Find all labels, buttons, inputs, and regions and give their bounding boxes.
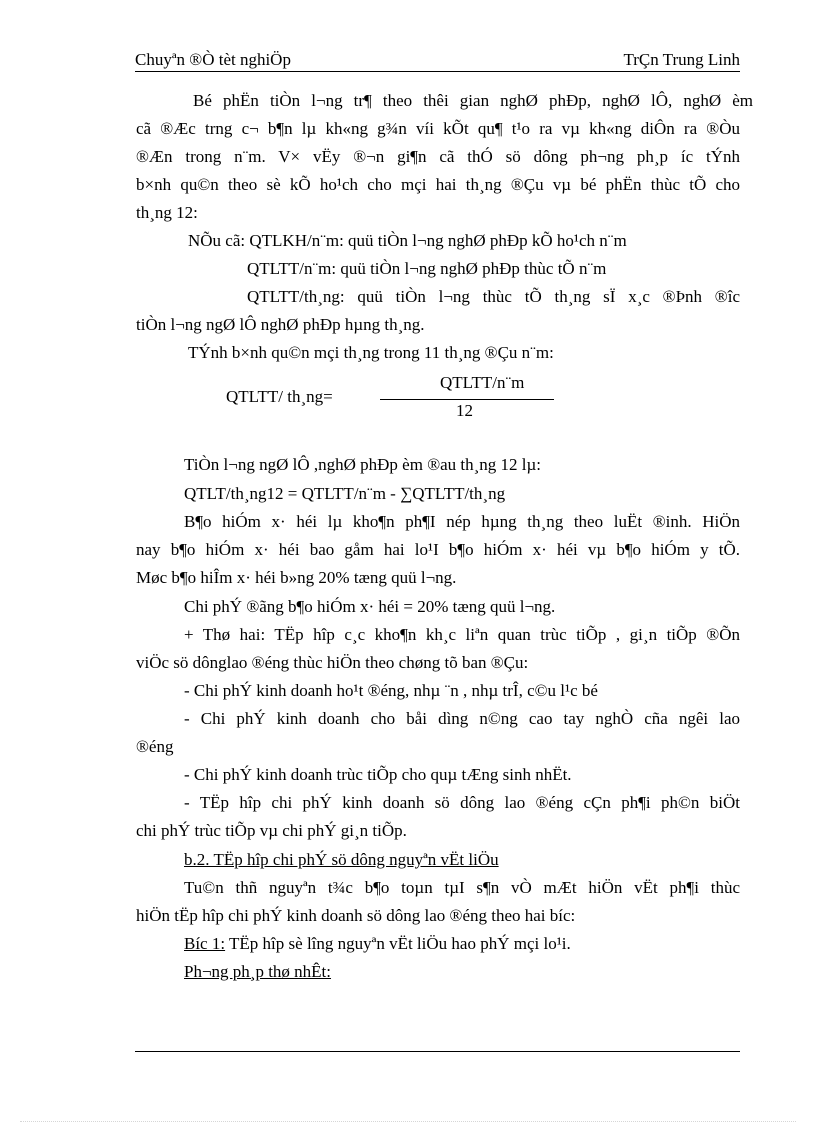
paragraph-line: + Thø hai: TËp hîp c¸c kho¶n kh¸c liªn quan trùc tiÕp , gi¸n tiÕp ®Õn (184, 625, 740, 644)
paragraph-line: tiÒn l¬ng ngØ lÔ nghØ phÐp hµng th¸ng. (136, 315, 425, 334)
step-line (184, 933, 571, 955)
section-heading: b.2. TËp hîp chi phÝ sö dông nguyªn vËt liÖu (184, 850, 499, 869)
paragraph-line: chi phÝ trùc tiÕp vµ chi phÝ gi¸n tiÕp. (136, 821, 407, 840)
paragraph-line: hiÖn tËp hîp chi phÝ kinh doanh sö dông lao ®éng theo hai bíc: (136, 906, 576, 925)
step-label: Bíc 1: (184, 934, 226, 953)
definition-line: NÕu cã: QTLKH/n¨m: quü tiÒn l¬ng nghØ phÐp kÕ ho¹ch n¨m (188, 231, 627, 250)
paragraph-line: ®éng (136, 737, 174, 756)
definition-line: QTLTT/n¨m: quü tiÒn l¬ng nghØ phÐp thùc tÕ n¨m (247, 259, 607, 278)
list-item: - Chi phÝ kinh doanh trùc tiÕp cho quµ tÆng sinh nhËt. (184, 765, 572, 784)
page-edge-dots (20, 1121, 796, 1122)
paragraph-line: Chi phÝ ®ãng b¶o hiÓm x· héi = 20% tæng quü l¬ng. (184, 597, 556, 616)
paragraph-line: Tu©n thñ nguyªn t¾c b¶o toµn tµI s¶n vÒ mÆt hiÖn vËt ph¶i thùc (184, 878, 740, 897)
paragraph-line: Bé phËn tiÒn l¬ng tr¶ theo thêi gian nghØ phÐp, nghØ lÔ, nghØ èm (193, 91, 753, 110)
formula-line: QTLT/th¸ng12 = QTLTT/n¨m - ∑QTLTT/th¸ng (184, 484, 506, 503)
list-item: - Chi phÝ kinh doanh cho båi dìng n©ng cao tay nghÒ cña ngêi lao (184, 709, 740, 728)
paragraph-line: b×nh qu©n theo sè kÕ ho¹ch cho mçi hai th¸ng ®Çu vµ bé phËn thùc tÕ cho (136, 175, 740, 194)
list-item: - Chi phÝ kinh doanh ho¹t ®éng, nhµ ¨n , nhµ trÎ, c©u l¹c bé (184, 681, 598, 700)
formula-denominator: 12 (456, 401, 473, 420)
subheading: Ph¬ng ph¸p thø nhÊt: (184, 962, 332, 981)
formula-lhs: QTLTT/ th¸ng= (226, 387, 333, 406)
paragraph-line: ®Æn trong n¨m. V× vËy ®¬n gi¶n cã thÓ sö dông ph¬ng ph¸p íc tÝnh (136, 147, 740, 166)
paragraph-line: TÝnh b×nh qu©n mçi th¸ng trong 11 th¸ng ®Çu n¨m: (188, 343, 554, 362)
definition-line: QTLTT/th¸ng: quü tiÒn l¬ng thùc tÕ th¸ng sÏ x¸c ®Þnh ®îc (247, 287, 740, 306)
paragraph-line: nay b¶o hiÓm x· héi bao gåm hai lo¹I b¶o hiÓm x· héi vµ b¶o hiÓm y tÕ. (136, 540, 740, 559)
paragraph-line: B¶o hiÓm x· héi lµ kho¶n ph¶I nép hµng th¸ng theo luËt ®inh. HiÖn (184, 512, 740, 531)
paragraph-line: viÖc sö dônglao ®éng thùc hiÖn theo chøng tõ ban ®Çu: (136, 653, 529, 672)
page-header (135, 49, 740, 72)
paragraph-line: TiÒn l¬ng ngØ lÔ ,nghØ phÐp èm ®au th¸ng 12 lµ: (184, 455, 542, 474)
paragraph-line: th¸ng 12: (136, 203, 198, 222)
step-text: TËp hîp sè lîng nguyªn vËt liÖu hao phÝ mçi lo¹i. (225, 934, 571, 953)
paragraph-line: cã ®Æc trng c¬ b¶n lµ kh«ng g¾n víi kÕt qu¶ t¹o ra vµ kh«ng diÔn ra ®Òu (136, 119, 740, 138)
paragraph-line: Møc b¶o hiÎm x· héi b»ng 20% tæng quü l¬ng. (136, 568, 457, 587)
formula-numerator: QTLTT/n¨m (440, 373, 525, 392)
header-title: Chuyªn ®Ò tèt nghiÖp (135, 50, 291, 69)
footer-rule (135, 1051, 740, 1052)
header-author: TrÇn Trung Linh (623, 50, 740, 69)
list-item: - TËp hîp chi phÝ kinh doanh sö dông lao ®éng cÇn ph¶i ph©n biÖt (184, 793, 740, 812)
